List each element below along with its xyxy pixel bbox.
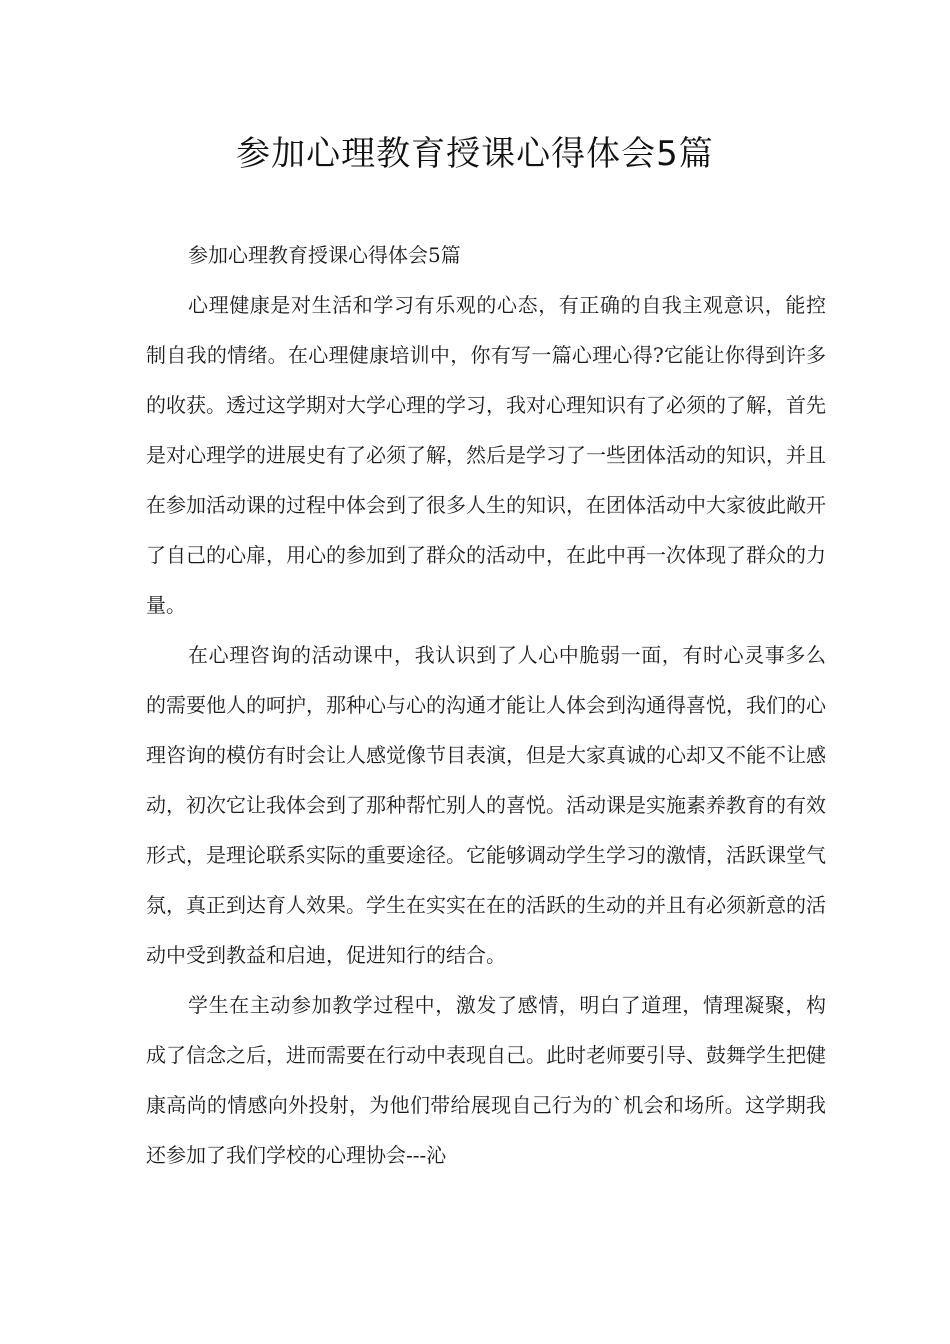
paragraph-2: 在心理咨询的活动课中，我认识到了人心中脆弱一面，有时心灵事多么的需要他人的呵护，那种心与心的沟通才能让人体会到沟通得喜悦，我们的心理咨询的模仿有时会让人感觉像节目表演，但是大家真诚的心却又不能不让感动，初次它让我体会到了那种帮忙别人的喜悦。活动课是实施素养教育的有效形式，是理论联系实际的重要途径。它能够调动学生学习的激情，活跃课堂气氛，真正到达育人效果。学生在实实在在的活跃的生动的并且有必须新意的活动中受到教益和启迪，促进知行的结合。 (146, 643, 826, 967)
document-body (146, 230, 826, 1180)
paragraph-1: 心理健康是对生活和学习有乐观的心态，有正确的自我主观意识，能控制自我的情绪。在心理健康培训中，你有写一篇心理心得?它能让你得到许多的收获。透过这学期对大学心理的学习，我对心理知识有了必须的了解，首先是对心理学的进展史有了必须了解，然后是学习了一些团体活动的知识，并且在参加活动课的过程中体会到了很多人生的知识，在团体活动中大家彼此敞开了自己的心扉，用心的参加到了群众的活动中，在此中再一次体现了群众的力量。 (146, 293, 826, 617)
document-title: 参加心理教育授课心得体会5篇 (236, 134, 714, 174)
paragraph-subtitle: 参加心理教育授课心得体会5篇 (188, 243, 461, 267)
paragraph-3: 学生在主动参加教学过程中，激发了感情，明白了道理，情理凝聚，构成了信念之后，进而需要在行动中表现自己。此时老师要引导、鼓舞学生把健康高尚的情感向外投射，为他们带给展现自己行为的`机会和场所。这学期我还参加了我们学校的心理协会---沁 (146, 993, 826, 1167)
